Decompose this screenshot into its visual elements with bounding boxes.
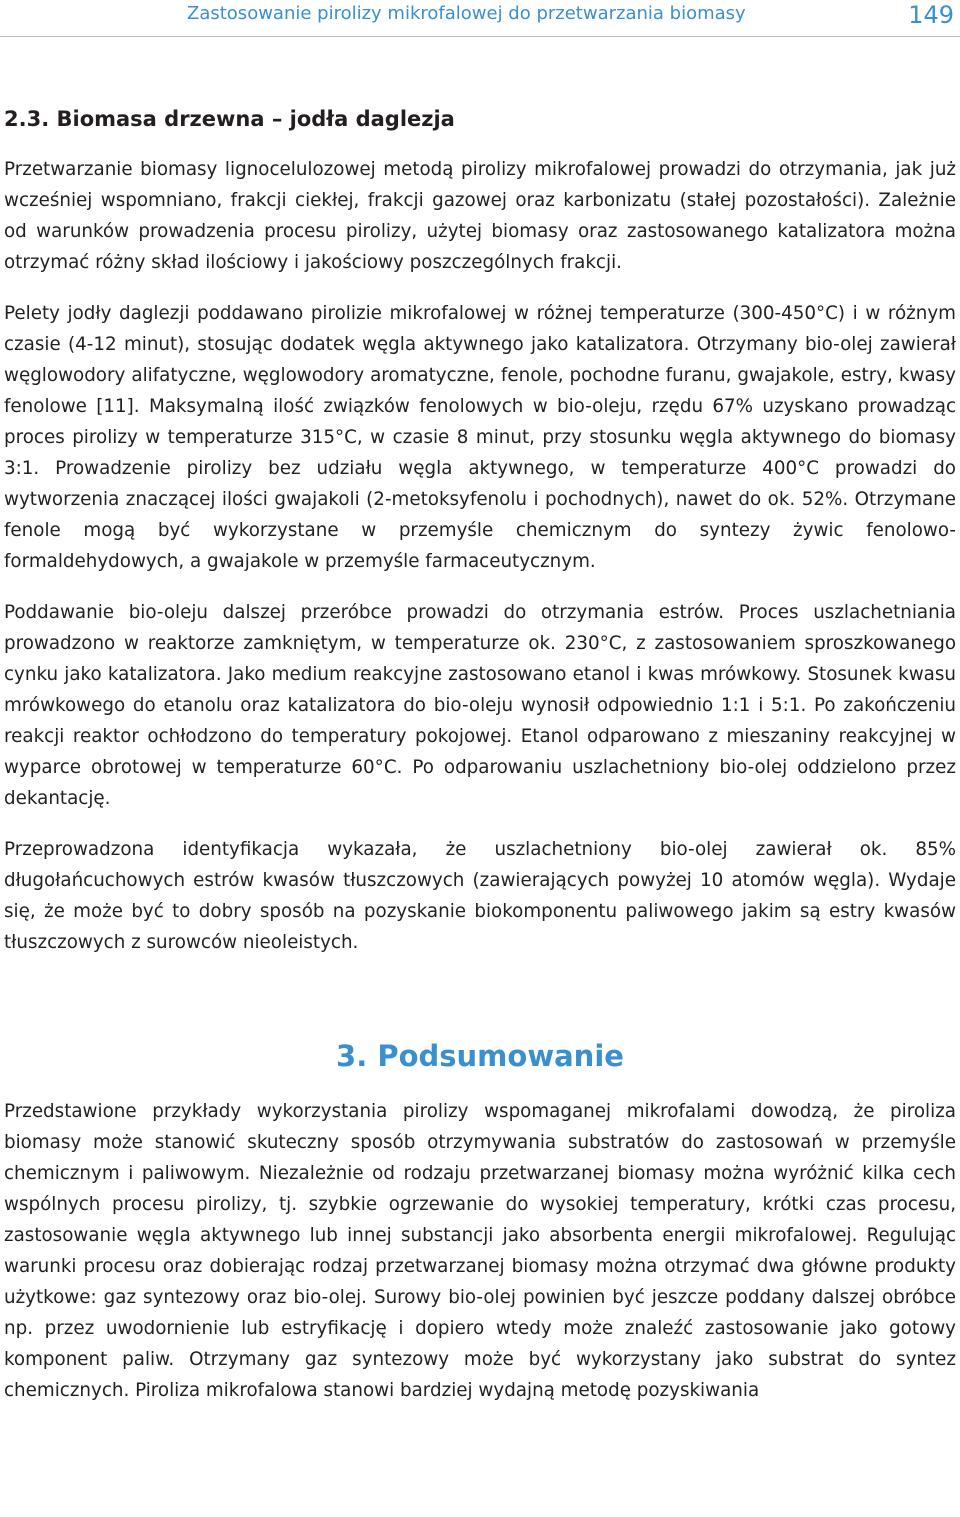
paragraph-4: Przeprowadzona identyfikacja wykazała, że uszlachetniony bio-olej zawierał ok. 85% długołańcuchowych estrów kwasów tłuszczowych (zawierających powyżej 10 atomów węgla). Wydaje się, że może być to dobry sposób na pozyskanie biokomponentu paliwowego jakim są estry kwasów tłuszczowych z surowców nieoleistych. [4, 839, 956, 953]
page-header [0, 0, 960, 37]
section-heading-3: 3. Podsumowanie [336, 1039, 624, 1073]
section-heading-2-3: 2.3. Biomasa drzewna – jodła daglezja [4, 107, 455, 131]
page-body [4, 104, 956, 1426]
running-title: Zastosowanie pirolizy mikrofalowej do przetwarzania biomasy [187, 3, 746, 24]
page-number: 149 [908, 1, 954, 29]
paragraph-3: Poddawanie bio-oleju dalszej przeróbce prowadzi do otrzymania estrów. Proces uszlachetniania prowadzono w reaktorze zamkniętym, w temperaturze ok. 230°C, z zastosowaniem sproszkowanego cynku jako katalizatora. Jako medium reakcyjne zastosowano etanol i kwas mrówkowy. Stosunek kwasu mrówkowego do etanolu oraz katalizatora do bio-oleju wynosił odpowiednio 1:1 i 5:1. Po zakończeniu reakcji reaktor ochłodzono do temperatury pokojowej. Etanol odparowano z mieszaniny reakcyjnej w wyparce obrotowej w temperaturze 60°C. Po odparowaniu uszlachetniony bio-olej oddzielono przez dekantację. [4, 602, 956, 809]
paragraph-2: Pelety jodły daglezji poddawano pirolizie mikrofalowej w różnej temperaturze (300-450°C) i w różnym czasie (4-12 minut), stosując dodatek węgla aktywnego jako katalizatora. Otrzymany bio-olej zawierał węglowodory alifatyczne, węglowodory aromatyczne, fenole, pochodne furanu, gwajakole, estry, kwasy fenolowe [11]. Maksymalną ilość związków fenolowych w bio-oleju, rzędu 67% uzyskano prowadząc proces pirolizy w temperaturze 315°C, w czasie 8 minut, przy stosunku węgla aktywnego do biomasy 3:1. Prowadzenie pirolizy bez udziału węgla aktywnego, w temperaturze 400°C prowadzi do wytworzenia znaczącej ilości gwajakoli (2-metoksyfenolu i pochodnych), nawet do ok. 52%. Otrzymane fenole mogą być wykorzystane w przemyśle chemicznym do syntezy żywic fenolowo-formaldehydowych, a gwajakole w przemyśle farmaceutycznym. [4, 303, 956, 572]
paragraph-1: Przetwarzanie biomasy lignocelulozowej metodą pirolizy mikrofalowej prowadzi do otrzymania, jak już wcześniej wspomniano, frakcji ciekłej, frakcji gazowej oraz karbonizatu (stałej pozostałości). Zależnie od warunków prowadzenia procesu pirolizy, użytej biomasy oraz zastosowanego katalizatora można otrzymać różny skład ilościowy i jakościowy poszczególnych frakcji. [4, 159, 956, 273]
summary-paragraph: Przedstawione przykłady wykorzystania pirolizy wspomaganej mikrofalami dowodzą, że piroliza biomasy może stanowić skuteczny sposób otrzymywania substratów do zastosowań w przemyśle chemicznym i paliwowym. Niezależnie od rodzaju przetwarzanej biomasy można wyróżnić kilka cech wspólnych procesu pirolizy, tj. szybkie ogrzewanie do wysokiej temperatury, krótki czas procesu, zastosowanie węgla aktywnego lub innej substancji jako absorbenta energii mikrofalowej. Regulując warunki procesu oraz dobierając rodzaj przetwarzanej biomasy można otrzymać dwa główne produkty użytkowe: gaz syntezowy oraz bio-olej. Surowy bio-olej powinien być jeszcze poddany dalszej obróbce np. przez uwodornienie lub estryfikację i dopiero wtedy może znaleźć zastosowanie jako gotowy komponent paliw. Otrzymany gaz syntezowy może być wykorzystany jako substrat do syntez chemicznych. Piroliza mikrofalowa stanowi bardziej wydajną metodę pozyskiwania [4, 1101, 956, 1401]
